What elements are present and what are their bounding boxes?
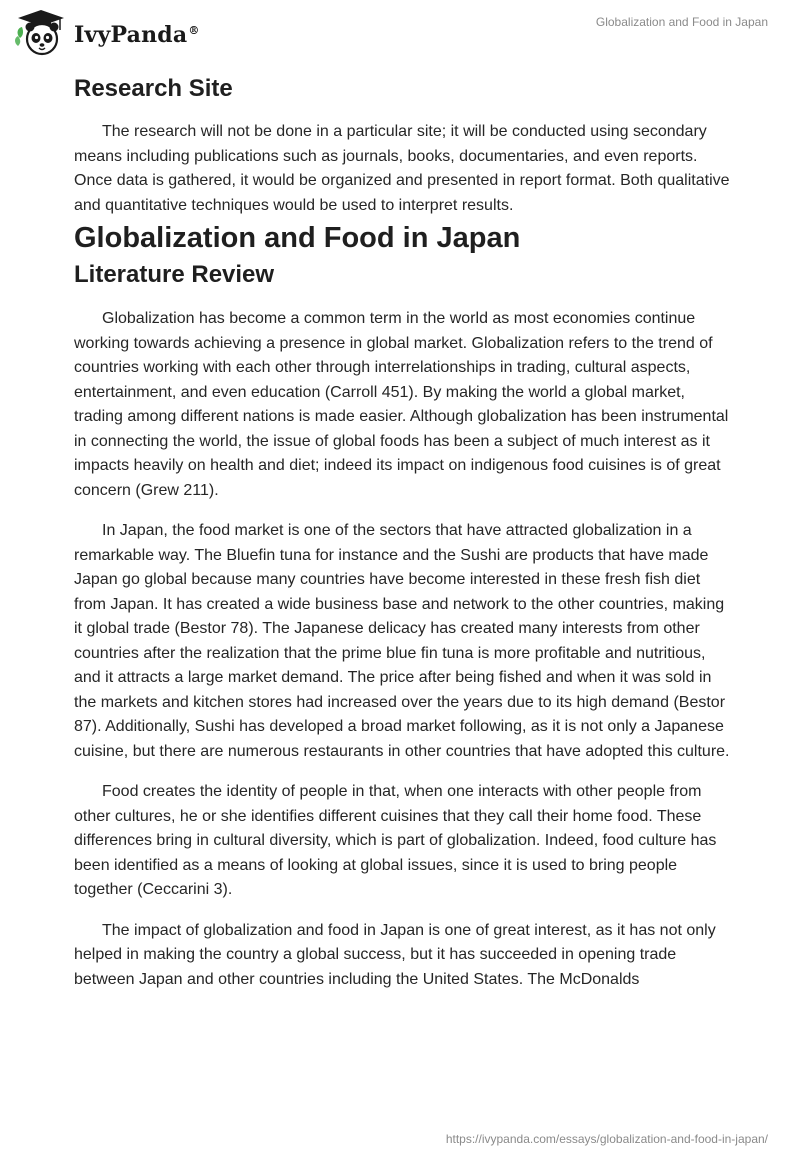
ivypanda-logo[interactable] (14, 8, 200, 58)
literature-review-heading: Literature Review (74, 261, 275, 288)
research-site-paragraph: The research will not be done in a particular site; it will be conducted using secondary means including publications such as journals, books, documentaries, and even reports. Once data is gathered, it would be organized and presented in report format. Both qualitative and quantitative techniques would be used to interpret results. (74, 123, 730, 214)
page-header (0, 0, 800, 66)
document-title: Globalization and Food in Japan (595, 15, 768, 29)
panda-graduate-icon (14, 8, 68, 58)
essay-content (74, 72, 734, 992)
essay-title: Globalization and Food in Japan (74, 222, 521, 254)
paragraph: The impact of globalization and food in Japan is one of great interest, as it has not only helped in making the country a global success, but it has succeeded in opening trade between Japan and other countries including the United States. The McDonalds (74, 921, 716, 988)
logo-text: IvyPanda® (74, 22, 200, 48)
registered-mark: ® (188, 23, 200, 37)
paragraph: In Japan, the food market is one of the sectors that have attracted globalization in a remarkable way. The Bluefin tuna for instance and the Sushi are products that have made Japan go global because many countries have become interested in these fresh fish diet from Japan. It has created a wide business base and network to the other countries, making it global trade (Bestor 78). The Japanese delicacy has created many interests from other countries after the realization that the prime blue fin tuna is more profitable and nutritious, and it attracts a large market demand. The price after being fished and when it was sold in the markets and kitchen stores had increased over the years due to its high demand (Bestor 87). Additionally, Sushi has developed a broad market following, as it is not only a Japanese cuisine, but there are numerous restaurants in other countries that have adopted this culture. (74, 522, 730, 760)
paragraph: Globalization has become a common term in the world as most economies continue working towards achieving a presence in global market. Globalization refers to the trend of countries working with each other through interrelationships in trading, cultural aspects, entertainment, and even education (Carroll 451). By making the world a global market, trading among different nations is made easier. Although globalization has been instrumental in connecting the world, the issue of global foods has been a subject of much interest as it impacts heavily on health and diet; indeed its impact on indigenous food cuisines is of great concern (Grew 211). (74, 310, 729, 499)
source-url[interactable]: https://ivypanda.com/essays/globalization-and-food-in-japan/ (445, 1132, 768, 1146)
paragraph: Food creates the identity of people in that, when one interacts with other people from other cultures, he or she identifies different cuisines that they call their home food. These differences bring in cultural diversity, which is part of globalization. Indeed, food culture has been identified as a means of looking at global issues, since it is used to bring people together (Ceccarini 3). (74, 783, 717, 898)
research-site-heading: Research Site (74, 75, 233, 102)
